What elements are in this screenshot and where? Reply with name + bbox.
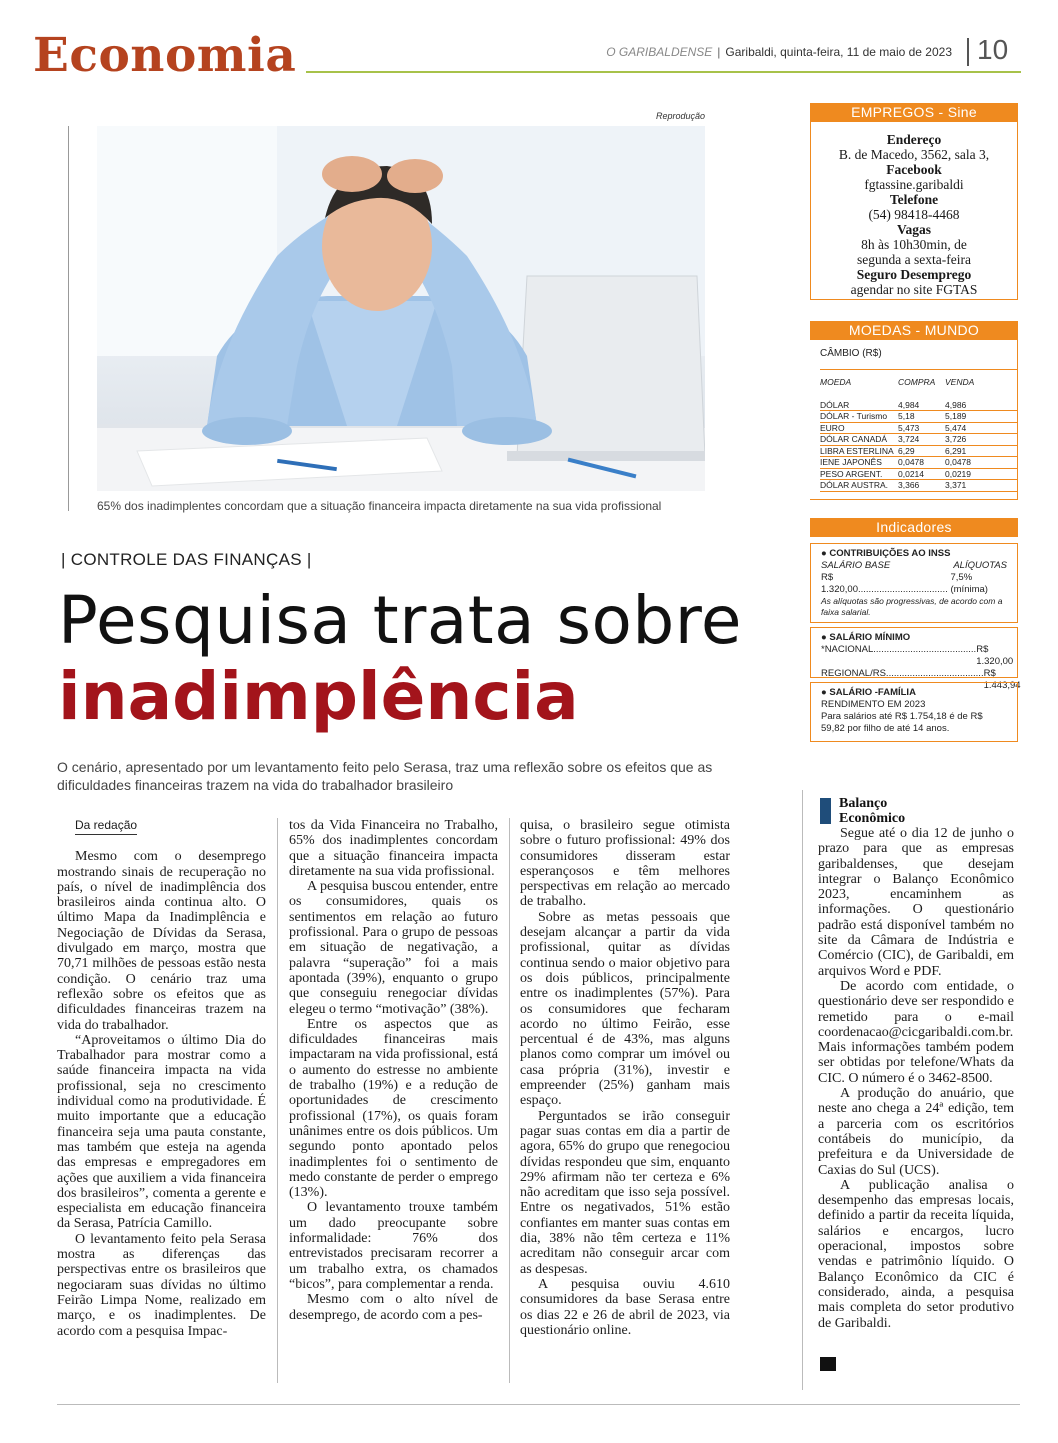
currency-name: EURO xyxy=(820,422,898,434)
cambio-label: CÂMBIO (R$) xyxy=(820,348,882,359)
paragraph: Mesmo com o desemprego mostrando sinais de recuperação no país, o nível de inadimplência dos brasileiros ainda continua alto. O último Mapa da Inadimplência e Negociação de Dívidas da Serasa, divulgado em março, mostra que 70,71 milhões de pessoas estão nesta condição. O cenário traz uma reflexão sobre os efeitos que as dificuldades financeiras trazem na vida do trabalhador. xyxy=(57,849,266,1033)
inss-title: ● CONTRIBUIÇÕES AO INSS xyxy=(821,548,951,559)
table-row xyxy=(820,399,1017,411)
facebook-label: Facebook xyxy=(886,162,942,177)
paragraph: O levantamento trouxe também um dado preocupante sobre informalidade: 76% dos entrevistados precisaram recorrer a um trabalho extra, os chamados “bicos”, para complementar a renda. xyxy=(289,1200,498,1292)
empregos-box xyxy=(810,122,1018,300)
currency-name: DÓLAR AUSTRA. xyxy=(820,480,898,492)
venda-value: 3,726 xyxy=(945,434,1017,446)
paragraph: A publicação analisa o desempenho das empresas locais, definido a partir da receita líquida, salários e encargos, lucro operacional, impostos sobre vendas e patrimônio líquido. O Balanço Econômico da CIC é considerado, ainda, a pesquisa mais completa do setor produtivo de Garibaldi. xyxy=(818,1177,1014,1331)
paragraph: A pesquisa buscou entender, entre os consumidores, quais os sentimentos em relação ao futuro profissional. Para o grupo de pessoas em situação de negativação, a palavra “superação” foi a mais apontada (39%), enquanto o grupo que conseguiu renegociar dívidas elegeu o termo “motivação” (38%). xyxy=(289,879,498,1017)
header-rule xyxy=(306,71,1021,73)
table-row xyxy=(820,434,1017,446)
salario-familia-text: Para salários até R$ 1.754,18 é de R$ 59,82 por filho de até 14 anos. xyxy=(821,711,983,734)
section-marker-icon xyxy=(820,798,831,824)
compra-value: 4,984 xyxy=(898,399,945,411)
inss-box xyxy=(810,543,1018,623)
table-row xyxy=(820,411,1017,423)
balanco-title-line-2: Econômico xyxy=(839,811,906,826)
salario-regional-value: R$ 1.443,94 xyxy=(983,668,1021,691)
article-column-2 xyxy=(289,818,498,1323)
paragraph: Entre os aspectos que as dificuldades financeiras mais impactaram na vida profissional, está o aumento do estresse no ambiente de trabalho (19%) e a redução de oportunidades de crescimento profissional (17%), os quais foram unânimes entre os dois públicos. Um segundo ponto apontado pelos inadimplentes foi o sentimento de medo constante de perder o emprego (13%). xyxy=(289,1016,498,1201)
currency-name: LIBRA ESTERLINA xyxy=(820,445,898,457)
currency-name: DÓLAR - Turismo xyxy=(820,411,898,423)
empregos-title: EMPREGOS - Sine xyxy=(810,103,1018,122)
compra-value: 0,0214 xyxy=(898,468,945,480)
currency-name: IENE JAPONÊS xyxy=(820,457,898,469)
paragraph: Sobre as metas pessoais que desejam alcançar a partir da vida profissional, quitar as dívidas continua sendo o maior objetivo para os dois públicos, principalmente entre os inadimplentes (57%). Para os consumidores que fecharam acordo no último Feirão, esse percentual é de 43%, mas alguns planos como comprar um imóvel ou casa própria (31%), investir e empreender (25%) ganham mais espaço. xyxy=(520,909,730,1109)
telefone-value: (54) 98418-4468 xyxy=(868,207,960,222)
section-title: Economia xyxy=(33,28,297,83)
vagas-label: Vagas xyxy=(896,222,931,237)
currency-name: DÓLAR CANADÁ xyxy=(820,434,898,446)
paragraph: O levantamento feito pela Serasa mostra as diferenças das perspectivas entre os brasileiros que negociaram suas dívidas no último Feirão Limpa Nome, realizado em março, e os inadimplentes. De acordo com a pesquisa Impac- xyxy=(57,1231,266,1339)
inss-col-rate: ALÍQUOTAS xyxy=(953,560,1007,571)
headline-line-2: inadimplência xyxy=(58,658,579,735)
endereco-value: B. de Macedo, 3562, sala 3, xyxy=(838,147,990,162)
salario-minimo-box xyxy=(810,627,1021,691)
salario-nacional-label: *NACIONAL....................................... xyxy=(821,644,977,655)
venda-value: 0,0219 xyxy=(945,468,1017,480)
paragraph: A produção do anuário, que neste ano chega a 24ª edição, tem a parceria com os escritórios contábeis do município, da prefeitura e da Universidade de Caxias do Sul (UCS). xyxy=(818,1086,1014,1178)
salario-familia-box xyxy=(810,682,1018,742)
salario-familia-title: ● SALÁRIO -FAMÍLIA xyxy=(821,687,916,698)
venda-value: 4,986 xyxy=(945,399,1017,411)
headline-line-1: Pesquisa trata sobre xyxy=(58,582,743,659)
photo-rule xyxy=(68,126,69,511)
article-photo xyxy=(97,126,705,491)
photo-credit: Reprodução xyxy=(655,111,705,121)
compra-value: 3,724 xyxy=(898,434,945,446)
column-header: VENDA xyxy=(945,377,975,387)
paragraph: De acordo com entidade, o questionário deve ser respondido e remetido para o e-mail coordenacao@cicgaribaldi.com.br. Mais informações também podem ser obtidas por telefone/Whats da CIC. O número é o 3462-8500. xyxy=(818,978,1014,1086)
page-number: 10 xyxy=(977,34,1009,65)
article-subhead: O cenário, apresentado por um levantamento feito pelo Serasa, traz uma reflexão sobre os efeitos que as dificuldades financeiras trazem na vida do trabalhador brasileiro xyxy=(57,759,713,793)
compra-value: 5,473 xyxy=(898,422,945,434)
article-column-1 xyxy=(57,818,266,1339)
paragraph: Perguntados se irão conseguir pagar suas contas em dia a partir de agora, 65% do grupo que renegociou dívidas respondeu que sim, enquanto 29% afirmam não ter certeza e 6% não acreditam que isso seja possível. Entre os negativados, 51% estão confiantes em manter suas contas em dia, 38% não têm certeza e 11% acreditam não conseguir arcar com as despesas. xyxy=(520,1108,730,1277)
cambio-rule xyxy=(820,369,1017,370)
column-header: MOEDA xyxy=(820,377,852,387)
currency-name: DÓLAR xyxy=(820,399,898,411)
paragraph: Segue até o dia 12 de junho o prazo para que as empresas garibaldenses, que desejam integrar o Balanço Econômico 2023, encaminhem as informações. O questionário padrão está disponível também no site da Câmara de Indústria e Comércio (CIC), de Garibaldi, em arquivos Word e PDF. xyxy=(818,826,1014,979)
venda-value: 5,474 xyxy=(945,422,1017,434)
column-rule xyxy=(509,818,510,1383)
bottom-rule xyxy=(57,1404,1020,1405)
publication-name: O GARIBALDENSE xyxy=(606,45,713,59)
balanco-column xyxy=(818,826,1014,1331)
table-row xyxy=(820,480,1017,492)
currency-table xyxy=(820,377,1017,492)
inss-base-value: R$ 1.320,00.................................. xyxy=(821,572,948,595)
paragraph: tos da Vida Financeira no Trabalho, 65% dos inadimplentes concordam que a situação financeira impacta diretamente na sua vida profissional. xyxy=(289,818,498,879)
sidebar-rule xyxy=(802,790,803,1390)
venda-value: 0,0478 xyxy=(945,457,1017,469)
table-row xyxy=(820,468,1017,480)
inss-note: As alíquotas são progressivas, de acordo com a faixa salarial. xyxy=(821,596,1003,617)
salario-nacional-value: R$ 1.320,00 xyxy=(976,644,1014,667)
vagas-line-1: 8h às 10h30min, de xyxy=(861,237,967,252)
article-column-3 xyxy=(520,818,730,1338)
compra-value: 0,0478 xyxy=(898,457,945,469)
paragraph: A pesquisa ouviu 4.610 consumidores da base Serasa entre os dias 22 e 26 de abril de 2023, via questionário online. xyxy=(520,1276,730,1338)
table-row xyxy=(820,422,1017,434)
seguro-value: agendar no site FGTAS xyxy=(850,282,978,297)
header-meta xyxy=(606,45,952,59)
balanco-title-line-1: Balanço xyxy=(839,796,888,811)
seguro-label: Seguro Desemprego xyxy=(856,267,972,282)
column-rule xyxy=(277,818,278,1383)
compra-value: 3,366 xyxy=(898,480,945,492)
header-separator: | xyxy=(717,45,721,59)
facebook-value: fgtassine.garibaldi xyxy=(864,177,964,192)
vagas-line-2: segunda a sexta-feira xyxy=(857,252,971,267)
venda-value: 6,291 xyxy=(945,445,1017,457)
currency-name: PESO ARGENT. xyxy=(820,468,898,480)
venda-value: 5,189 xyxy=(945,411,1017,423)
photo-caption: 65% dos inadimplentes concordam que a situação financeira impacta diretamente na sua vida profissional xyxy=(97,499,662,513)
column-header: COMPRA xyxy=(898,377,936,387)
salario-nacional-row xyxy=(821,644,1014,668)
venda-value: 3,371 xyxy=(945,480,1017,492)
compra-value: 6,29 xyxy=(898,445,945,457)
indicadores-title: Indicadores xyxy=(810,518,1018,537)
salario-minimo-title: ● SALÁRIO MÍNIMO xyxy=(821,632,911,643)
salario-regional-label: REGIONAL/RS..................................... xyxy=(821,668,984,679)
telefone-label: Telefone xyxy=(889,192,939,207)
end-mark-icon xyxy=(820,1357,836,1371)
currency-header-row xyxy=(820,377,1017,399)
dateline: Garibaldi, quinta-feira, 11 de maio de 2023 xyxy=(725,45,952,59)
byline: Da redação xyxy=(75,818,137,835)
moedas-title: MOEDAS - MUNDO xyxy=(810,321,1018,340)
salario-familia-sub: RENDIMENTO EM 2023 xyxy=(821,699,926,710)
balanco-title xyxy=(839,796,905,826)
page-number-divider xyxy=(967,38,969,66)
table-row xyxy=(820,445,1017,457)
stressed-man-illustration xyxy=(97,126,705,491)
compra-value: 5,18 xyxy=(898,411,945,423)
table-row xyxy=(820,457,1017,469)
paragraph: Mesmo com o alto nível de desemprego, de acordo com a pes- xyxy=(289,1292,498,1323)
article-kicker: | CONTROLE DAS FINANÇAS | xyxy=(61,550,312,569)
endereco-label: Endereço xyxy=(886,132,942,147)
paragraph: “Aproveitamos o último Dia do Trabalhador para mostrar como a saúde financeira impacta na vida profissional, seja no crescimento individual como na produtividade. É muito importante que a educação financeira seja uma pauta constante, mas também que esteja na agenda das empresas e empregadores em ações que auxiliem a vida financeira dos brasileiros”, comenta a gerente e especialista em educação financeira da Serasa, Patrícia Camillo. xyxy=(57,1032,266,1232)
inss-col-base: SALÁRIO BASE xyxy=(821,560,891,571)
inss-header-row xyxy=(821,560,1007,572)
inss-rate-value: 7,5% (mínima) xyxy=(950,572,988,595)
inss-row xyxy=(821,572,1007,596)
paragraph: quisa, o brasileiro segue otimista sobre o futuro profissional: 49% dos consumidores disseram estar esperançosos e têm melhores perspectivas em relação ao mercado de trabalho. xyxy=(520,818,730,910)
moedas-box xyxy=(810,340,1018,500)
